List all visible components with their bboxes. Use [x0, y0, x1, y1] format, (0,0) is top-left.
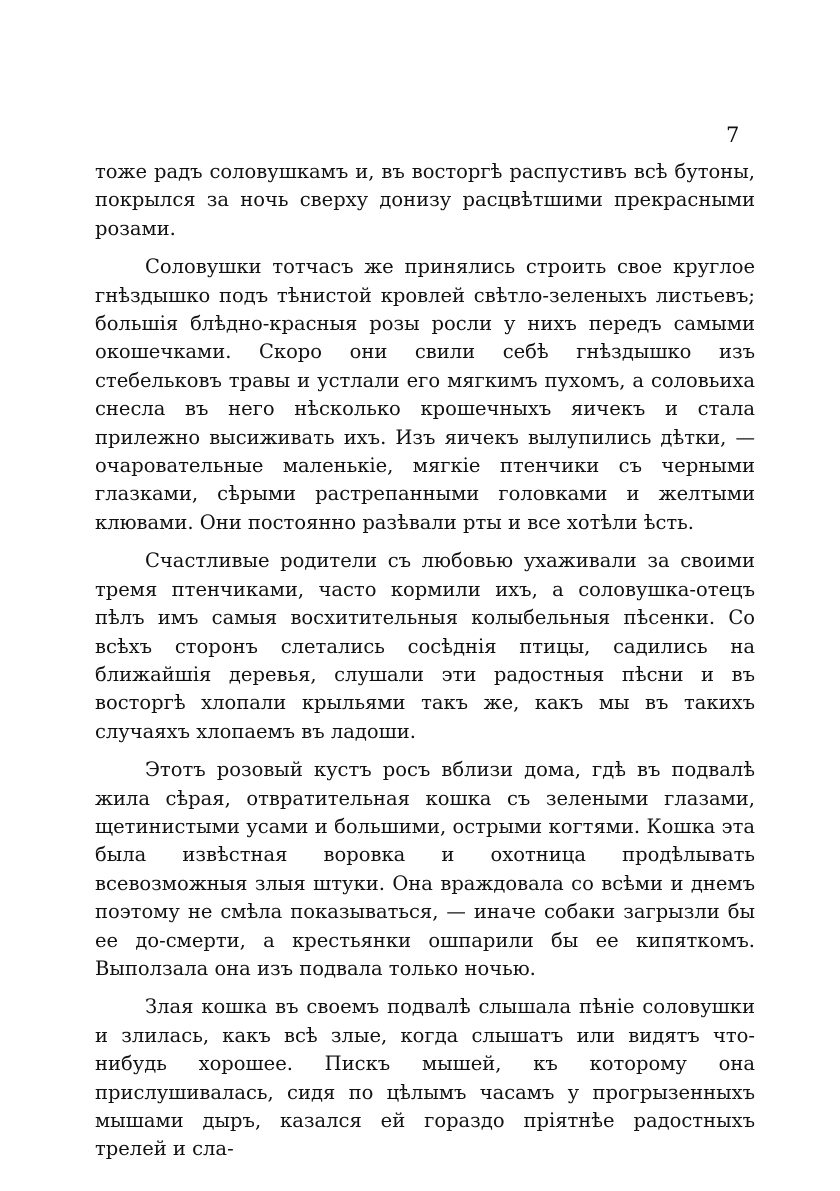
- paragraph-3: Счастливые родители съ любовью ухаживали за своими тремя птенчиками, часто кормили ихъ, а соловушка-отецъ пѣлъ имъ самыя восхитительныя колыбельныя пѣсенки. Со всѣхъ сторонъ слетались сосѣднія птицы, садились на ближайшія деревья, слушали эти радостныя пѣсни и въ восторгѣ хлопали крыльями такъ же, какъ мы въ такихъ случаяхъ хлопаемъ въ ладоши.: [95, 549, 755, 743]
- body-text: [95, 158, 755, 1164]
- paragraph-2: Соловушки тотчасъ же принялись строить свое круглое гнѣздышко подъ тѣнистой кровлей свѣтло-зеленыхъ листьевъ; большія блѣдно-красныя розы росли у нихъ передъ самыми окошечками. Скоро они свили себѣ гнѣздышко изъ стебельковъ травы и устлали его мягкимъ пухомъ, а соловьиха снесла въ него нѣсколько крошечныхъ яичекъ и стала прилежно высиживать ихъ. Изъ яичекъ вылупились дѣтки, — очаровательные маленькіе, мягкіе птенчики съ черными глазками, сѣрыми растрепанными головками и желтыми клювами. Они постоянно разѣвали рты и все хотѣли ѣсть.: [95, 255, 755, 534]
- paragraph-1: тоже радъ соловушкамъ и, въ восторгѣ распустивъ всѣ бутоны, покрылся за ночь сверху донизу расцвѣтшими прекрасными розами.: [95, 160, 755, 240]
- paragraph-4: Этотъ розовый кустъ росъ вблизи дома, гдѣ въ подвалѣ жила сѣрая, отвратительная кошка съ зелеными глазами, щетинистыми усами и большими, острыми когтями. Кошка эта была извѣстная воровка и охотница продѣлывать всевозможныя злыя штуки. Она враждовала со всѣми и днемъ поэтому не смѣла показываться, — иначе собаки загрызли бы ее до-смерти, а крестьянки ошпарили бы ее кипяткомъ. Выползала она изъ подвала только ночью.: [95, 758, 755, 980]
- paragraph-5: Злая кошка въ своемъ подвалѣ слышала пѣніе соловушки и злилась, какъ всѣ злые, когда слышатъ или видятъ что-нибудь хорошее. Пискъ мышей, къ которому она прислушивалась, сидя по цѣлымъ часамъ у прогрызенныхъ мышами дыръ, казался ей гораздо пріятнѣе радостныхъ трелей и сла-: [95, 995, 755, 1161]
- page-number: 7: [726, 123, 740, 147]
